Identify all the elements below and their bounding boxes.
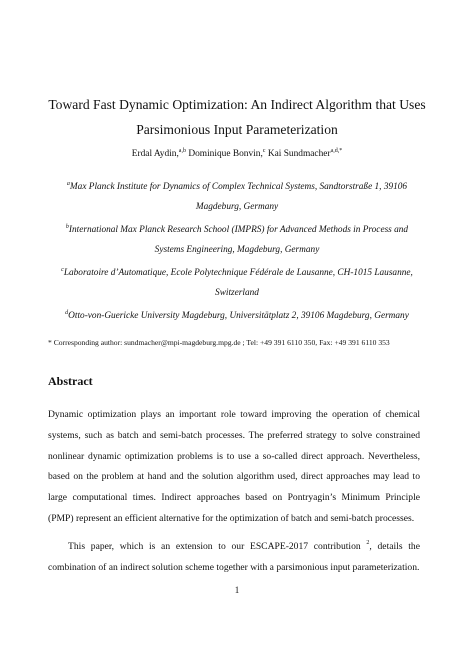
- author-affiliation-mark: c: [262, 148, 266, 154]
- paper-title: [40, 92, 434, 142]
- author-name: Erdal Aydin,: [131, 149, 179, 159]
- affiliation-text: International Max Planck Research School (IMPRS) for Advanced Methods in Process and Systems Engineering, Magdeburg, Germany: [68, 225, 409, 255]
- title-line-1: Toward Fast Dynamic Optimization: An Indirect Algorithm that Uses: [48, 97, 426, 112]
- abstract-paragraph-2: [48, 537, 420, 579]
- affiliation-d: [56, 306, 418, 326]
- affiliation-mark: d: [65, 310, 69, 316]
- author-list: [40, 147, 434, 161]
- affiliation-text: Otto-von-Guericke University Magdeburg, Universitätplatz 2, 39106 Magdeburg, Germany: [68, 311, 409, 321]
- paragraph-text: This paper, which is an extension to our ESCAPE-2017 contribution: [68, 541, 361, 552]
- page-number: 1: [234, 585, 240, 595]
- author-name: Dominique Bonvin,: [188, 149, 263, 159]
- title-line-2: Parsimonious Input Parameterization: [136, 122, 338, 137]
- abstract-paragraph-1: Dynamic optimization plays an important role toward improving the operation of chemical systems, such as batch and semi-batch processes. The preferred strategy to solve constrained nonlinear dynamic optimization problems is to use a so-called direct approach. Nevertheless, based on the problem at hand and the solution algorithm used, direct approaches may lead to large computational times. Indirect approaches based on Pontryagin’s Minimum Principle (PMP) represent an efficient alternative for the optimization of batch and semi-batch processes.: [48, 409, 420, 524]
- paragraph-text: , details the combination of an indirect solution scheme together with a parsimonious input parameterization.: [48, 541, 420, 573]
- affiliation-mark: b: [65, 224, 69, 230]
- affiliation-text: Max Planck Institute for Dynamics of Complex Technical Systems, Sandtorstraße 1, 39106 Magdeburg, Germany: [69, 182, 408, 212]
- citation-reference: 2: [366, 540, 370, 546]
- affiliation-b: [56, 220, 418, 260]
- abstract-heading: Abstract: [48, 374, 93, 388]
- corresponding-author-note: * Corresponding author: sundmacher@mpi-magdeburg.mpg.de ; Tel: +49 391 6110 350, Fax: +49 391 6110 353: [48, 338, 390, 347]
- affiliation-c: [56, 263, 418, 303]
- author-affiliation-mark: a,b: [178, 148, 186, 154]
- affiliation-a: [56, 177, 418, 217]
- affiliation-mark: c: [61, 267, 64, 273]
- affiliation-mark: a: [66, 181, 70, 187]
- affiliation-text: Laboratoire d’Automatique, Ecole Polytechnique Fédérale de Lausanne, CH-1015 Lausanne, Switzerland: [63, 268, 413, 298]
- author-affiliation-mark: a,d,*: [330, 148, 343, 154]
- author-name: Kai Sundmacher: [267, 149, 331, 159]
